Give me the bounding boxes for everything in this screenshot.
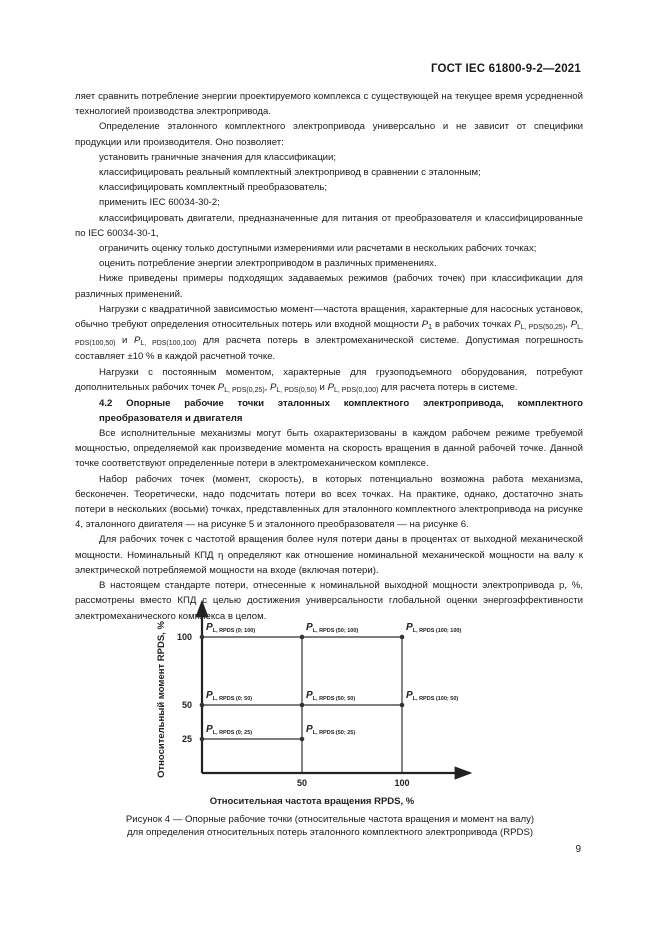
data-point-label: $P_{L, RPDS (50; 100)}$	[306, 622, 359, 634]
y-tick-label: 25	[181, 734, 192, 744]
paragraph: ляет сравнить потребление энергии проектируемого комплекса с существующей на текущее время усредненной технологией производства электропривода.	[75, 91, 583, 118]
paragraph: В настоящем стандарте потери, отнесенные к номинальной выходной мощности электропривода р, %, рассмотрены вместо КПД с целью достижения универсальности глобальной оценки энергоэффективности электромеханического комплекса в целом.	[75, 580, 583, 622]
list-item: ограничить оценку только доступными измерениями или расчетами в нескольких рабочих точках;	[99, 243, 537, 255]
y-tick-label: 100	[176, 632, 192, 642]
section-heading: 4.2 Опорные рабочие точки эталонных комплектного электропривода, комплектного преобразователя и двигателя	[99, 398, 583, 425]
list-item: классифицировать двигатели, предназначенные для питания от преобразователя и классифицированные по IEC 60034-30-1,	[75, 212, 583, 239]
data-point-label: $P_{L, RPDS (100; 100)}$	[406, 622, 462, 634]
paragraph: Определение эталонного комплектного электропривода универсально и не зависит от специфики продукции или производителя. Оно позволяет:	[75, 121, 583, 148]
x-tick-label: 50	[296, 778, 308, 788]
list-item: оценить потребление энергии электроприводом в различных применениях.	[99, 258, 437, 270]
caption-line-1: Рисунок 4 — Опорные рабочие точки (относительные частота вращения и момент на валу)	[125, 814, 535, 825]
data-point	[300, 737, 305, 742]
data-point-label: $P_{L, RPDS (100; 50)}$	[406, 690, 459, 702]
data-point	[400, 635, 405, 640]
paragraph: Набор рабочих точек (момент, скорость), в которых потенциально возможна работа механизма, бесконечен. Теоретически, надо подсчитать потери во всех точках. На практике, однако, достаточно знать потери в нескольких (восьми) точках, представленных для эталонного комплектного электропривода на рисунке 4, эталонного двигателя — на рисунке 5 и эталонного преобразователя — на рисунке 6.	[75, 473, 583, 531]
data-point-label: $P_{L, RPDS (0; 50)}$	[206, 690, 253, 702]
operating-points-chart	[150, 600, 490, 810]
paragraph: Нагрузки с квадратичной зависимостью момент—частота вращения, характерные для насосных установок, обычно требуют определения относительных потерь или входной мощности $P_1$ в рабочих точках $P_{L, PDS(50,25)}$, $P_{L, PDS(100,50)}$ и $P_{L, PDS(100,100)}$ для расчета потерь в электромеханической системе. Допустимая погрешность составляет ±10 % в каждой расчетной точке.	[75, 303, 584, 363]
paragraph: Для рабочих точек с частотой вращения более нуля потери даны в процентах от выходной механической мощности. Номинальный КПД η определяют как отношение номинальной механической мощности на валу к электрической потребляемой мощности на входе (включая потери).	[75, 534, 583, 576]
data-point-label: $P_{L, RPDS (0; 25)}$	[206, 724, 253, 736]
list-item: установить граничные значения для классификации;	[99, 151, 337, 163]
paragraph: Ниже приведены примеры подходящих задаваемых режимов (рабочих точек) при классификации для различных применений.	[75, 273, 583, 300]
data-point	[300, 635, 305, 640]
data-point	[300, 703, 305, 708]
data-point	[200, 737, 205, 742]
list-item: классифицировать реальный комплектный электропривод в сравнении с эталонным;	[99, 167, 481, 179]
y-tick-label: 50	[181, 700, 192, 710]
x-tick-label: 100	[394, 778, 410, 788]
y-axis-label: Относительный момент RPDS, %	[156, 621, 167, 778]
data-point	[200, 703, 205, 708]
figure-4	[150, 600, 490, 810]
caption-line-2: для определения относительных потерь эталонного комплектного электропривода (RPDS)	[126, 827, 534, 838]
document-body	[75, 89, 583, 624]
data-point	[200, 635, 205, 640]
list-item: применить IEC 60034-30-2;	[99, 197, 220, 209]
paragraph: Все исполнительные механизмы могут быть охарактеризованы в каждом рабочем режиме требуемой мощностью, определяемой как произведение момента на скорость вращения в данной рабочей точке. Данной точке соответствуют определенные потери в электромеханическом комплексе.	[75, 428, 583, 470]
data-point-label: $P_{L, RPDS (0; 100)}$	[206, 622, 256, 634]
list-item: классифицировать комплектный преобразователь;	[99, 182, 327, 194]
document-header: ГОСТ IEC 61800-9-2—2021	[430, 63, 581, 75]
page-number: 9	[575, 844, 581, 855]
data-point	[400, 703, 405, 708]
x-axis-label: Относительная частота вращения RPDS, %	[209, 796, 415, 807]
figure-caption	[75, 813, 585, 839]
paragraph: Нагрузки с постоянным моментом, характерные для грузоподъемного оборудования, потребуют дополнительных рабочих точек $P_{L, PDS(0,25)}$, $P_{L, PDS(0,50)}$ и $P_{L, PDS(0,100)}$ для расчета потерь в системе.	[75, 366, 583, 394]
data-point-label: $P_{L, RPDS (50; 25)}$	[306, 724, 356, 736]
data-point-label: $P_{L, RPDS (50; 50)}$	[306, 690, 356, 702]
